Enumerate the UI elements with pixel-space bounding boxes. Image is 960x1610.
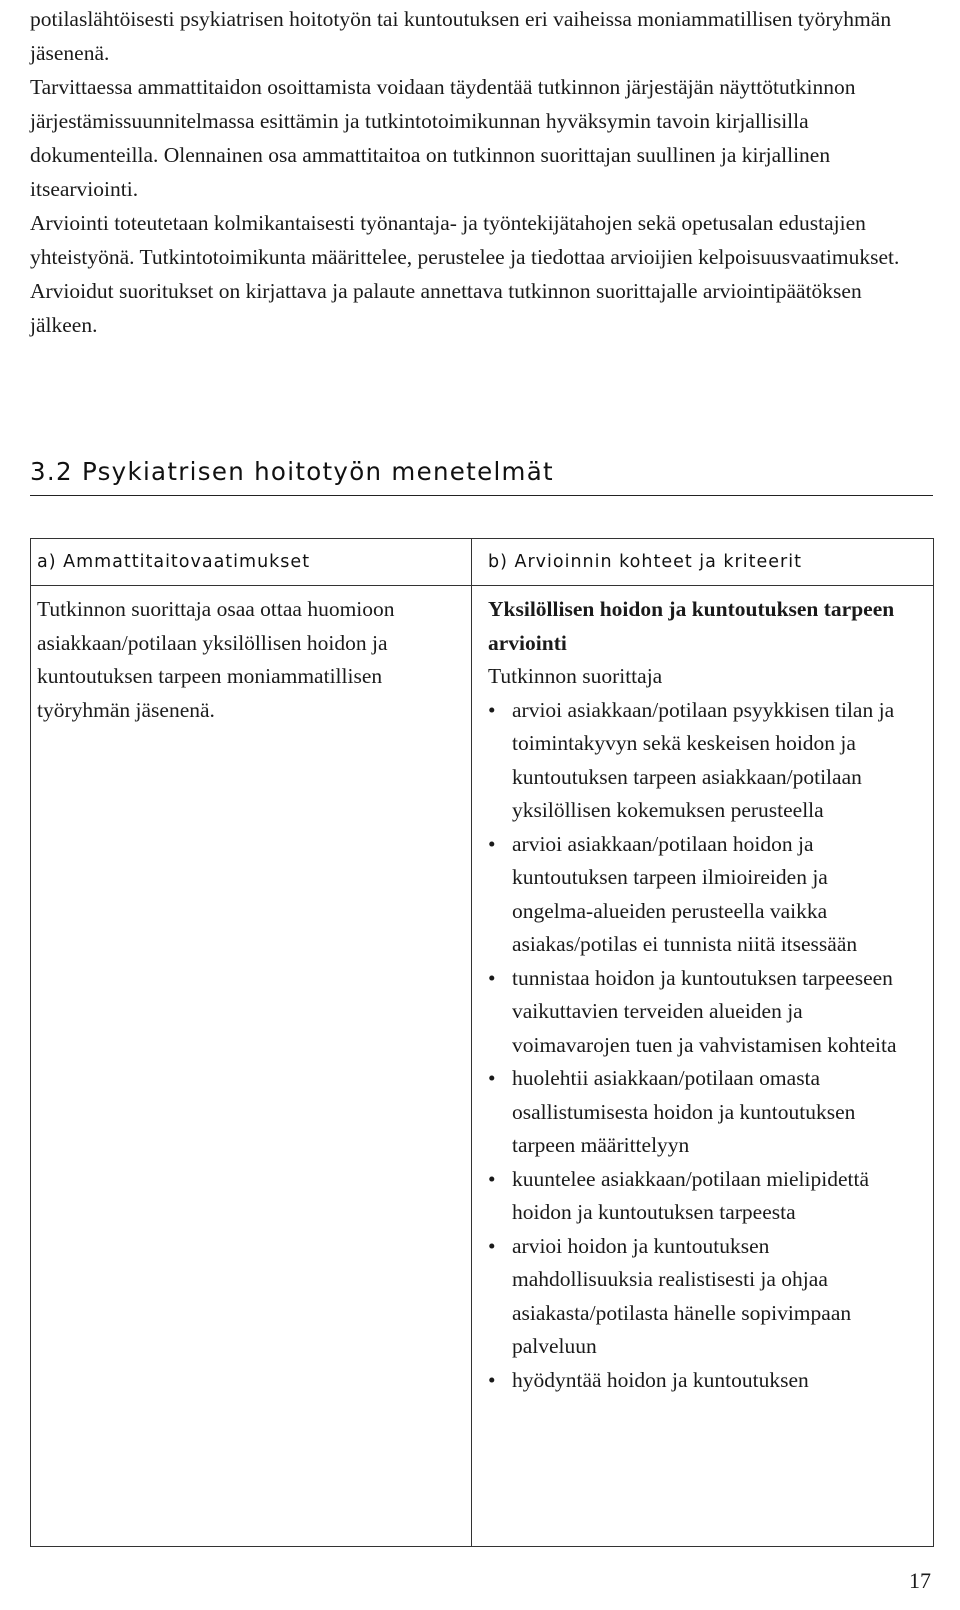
intro-paragraph: Tarvittaessa ammattitaidon osoittamista voidaan täydentää tutkinnon järjestäjän näyttötutkinnon järjestämissuunnitelmassa esittämin ja tutkintotoimikunnan hyväksymin tavoin kirjallisilla dokumenteilla. Olennainen osa ammattitaitoa on tutkinnon suorittajan suullinen ja kirjallinen itsearviointi. [30,75,856,201]
criteria-item [488,1364,912,1398]
criteria-title: Yksilöllisen hoidon ja kuntoutuksen tarpeen arviointi [488,597,895,655]
criteria-item-text: arvioi asiakkaan/potilaan psyykkisen tilan ja toimintakyvyn sekä keskeisen hoidon ja kuntoutuksen tarpeen asiakkaan/potilaan yksilöllisen kokemuksen perusteella [512,697,895,822]
bullet-icon: • [488,1166,496,1191]
intro-text [30,2,930,342]
bullet-icon: • [488,697,496,722]
column-b-cell [488,593,918,1397]
intro-paragraph: Arviointi toteutetaan kolmikantaisesti työnantaja- ja työntekijätahojen sekä opetusalan edustajien yhteistyönä. Tutkintotoimikunta määrittelee, perustelee ja tiedottaa arvioijien kelpoisuusvaatimukset. [30,211,900,269]
criteria-item [488,1062,912,1163]
bullet-icon: • [488,1066,496,1090]
criteria-item-text: arvioi asiakkaan/potilaan hoidon ja kuntoutuksen tarpeen ilmioireiden ja ongelma-alueiden perusteella vaikka asiakas/potilas ei tunnista niitä itsessään [512,831,858,956]
criteria-item-text: hyödyntää hoidon ja kuntoutuksen [512,1367,809,1392]
criteria-item [488,1163,912,1230]
intro-paragraph: potilaslähtöisesti psykiatrisen hoitotyön tai kuntoutuksen eri vaiheissa moniammatillisen työryhmän jäsenenä. [30,7,892,65]
criteria-table [30,538,934,1547]
criteria-item [488,962,912,1063]
header-row-divider [31,585,933,586]
intro-paragraph: Arvioidut suoritukset on kirjattava ja palaute annettava tutkinnon suorittajalle arviointipäätöksen jälkeen. [30,279,862,337]
bullet-icon: • [488,965,496,990]
criteria-item-text: arvioi hoidon ja kuntoutuksen mahdollisuuksia realistisesti ja ohjaa asiakasta/potilasta hänelle sopivimpaan palveluun [512,1233,852,1358]
criteria-list [488,694,918,1398]
criteria-item [488,828,912,962]
column-b-header: b) Arvioinnin kohteet ja kriteerit [488,552,802,572]
criteria-item [488,1230,912,1364]
column-a-header: a) Ammattitaitovaatimukset [37,552,311,572]
bullet-icon: • [488,1367,496,1392]
column-a-cell [37,593,457,727]
column-divider [471,539,472,1546]
criteria-item-text: kuuntelee asiakkaan/potilaan mielipidettä hoidon ja kuntoutuksen tarpeesta [512,1166,870,1224]
page-number: 17 [909,1568,931,1593]
requirement-text: Tutkinnon suorittaja osaa ottaa huomioon asiakkaan/potilaan yksilöllisen hoidon ja kuntoutuksen tarpeen moniammatillisen työryhmän jäsenenä. [37,597,395,722]
section-heading-block [30,456,933,496]
bullet-icon: • [488,1233,496,1258]
criteria-item-text: huolehtii asiakkaan/potilaan omasta osallistumisesta hoidon ja kuntoutuksen tarpeen määrittelyyn [512,1066,856,1157]
criteria-item [488,694,912,828]
criteria-item-text: tunnistaa hoidon ja kuntoutuksen tarpeeseen vaikuttavien terveiden alueiden ja voimavarojen tuen ja vahvistamisen kohteita [512,965,897,1057]
section-heading: 3.2 Psykiatrisen hoitotyön menetelmät [30,457,554,486]
criteria-lead: Tutkinnon suorittaja [488,664,663,688]
bullet-icon: • [488,831,496,856]
